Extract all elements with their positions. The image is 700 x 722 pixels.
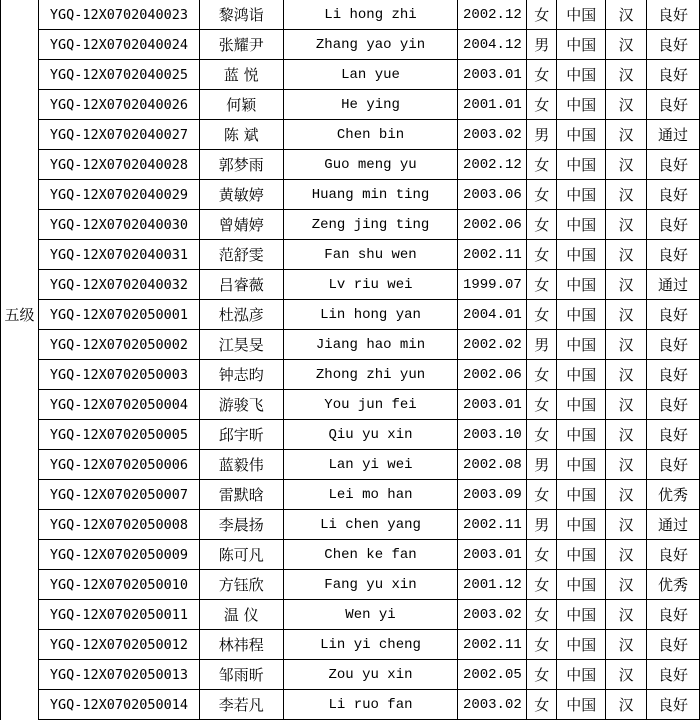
country-cell: 中国 [557, 60, 606, 90]
grade-cell [1, 270, 39, 300]
candidate-code-cell: YGQ-12X0702040029 [38, 180, 199, 210]
table-row [1, 240, 700, 270]
birth-date-cell: 2003.01 [458, 60, 527, 90]
birth-date-cell: 2003.01 [458, 390, 527, 420]
candidate-code-cell: YGQ-12X0702040023 [38, 0, 199, 30]
pinyin-name-cell: Li chen yang [283, 510, 458, 540]
pinyin-name-cell: Wen yi [283, 600, 458, 630]
ethnicity-cell: 汉 [606, 420, 647, 450]
pinyin-name-cell: Zhang yao yin [283, 30, 458, 60]
gender-cell: 女 [527, 270, 557, 300]
ethnicity-cell: 汉 [606, 150, 647, 180]
name-cell: 钟志昀 [199, 360, 283, 390]
birth-date-cell: 2003.02 [458, 690, 527, 720]
name-cell: 李晨扬 [199, 510, 283, 540]
candidate-code-cell: YGQ-12X0702050001 [38, 300, 199, 330]
candidate-code-cell: YGQ-12X0702040027 [38, 120, 199, 150]
result-cell: 良好 [647, 390, 700, 420]
candidate-code-cell: YGQ-12X0702040030 [38, 210, 199, 240]
table-row [1, 210, 700, 240]
name-cell: 方钰欣 [199, 570, 283, 600]
ethnicity-cell: 汉 [606, 240, 647, 270]
ethnicity-cell: 汉 [606, 330, 647, 360]
result-cell: 良好 [647, 660, 700, 690]
pinyin-name-cell: Lin yi cheng [283, 630, 458, 660]
candidate-code-cell: YGQ-12X0702040024 [38, 30, 199, 60]
ethnicity-cell: 汉 [606, 60, 647, 90]
pinyin-name-cell: Chen ke fan [283, 540, 458, 570]
result-cell: 良好 [647, 630, 700, 660]
result-cell: 良好 [647, 0, 700, 30]
ethnicity-cell: 汉 [606, 0, 647, 30]
name-cell: 邹雨昕 [199, 660, 283, 690]
birth-date-cell: 2002.05 [458, 660, 527, 690]
pinyin-name-cell: Jiang hao min [283, 330, 458, 360]
ethnicity-cell: 汉 [606, 660, 647, 690]
country-cell: 中国 [557, 300, 606, 330]
table-row [1, 510, 700, 540]
grade-cell [1, 30, 39, 60]
result-cell: 优秀 [647, 570, 700, 600]
country-cell: 中国 [557, 540, 606, 570]
name-cell: 范舒雯 [199, 240, 283, 270]
ethnicity-cell: 汉 [606, 360, 647, 390]
country-cell: 中国 [557, 360, 606, 390]
country-cell: 中国 [557, 390, 606, 420]
ethnicity-cell: 汉 [606, 630, 647, 660]
birth-date-cell: 2003.02 [458, 600, 527, 630]
name-cell: 黎鸿诣 [199, 0, 283, 30]
gender-cell: 女 [527, 360, 557, 390]
pinyin-name-cell: Guo meng yu [283, 150, 458, 180]
gender-cell: 男 [527, 30, 557, 60]
country-cell: 中国 [557, 630, 606, 660]
pinyin-name-cell: Huang min ting [283, 180, 458, 210]
candidate-code-cell: YGQ-12X0702050004 [38, 390, 199, 420]
country-cell: 中国 [557, 450, 606, 480]
gender-cell: 女 [527, 540, 557, 570]
name-cell: 陈可凡 [199, 540, 283, 570]
pinyin-name-cell: He ying [283, 90, 458, 120]
country-cell: 中国 [557, 0, 606, 30]
ethnicity-cell: 汉 [606, 450, 647, 480]
candidate-code-cell: YGQ-12X0702050014 [38, 690, 199, 720]
name-cell: 何颖 [199, 90, 283, 120]
country-cell: 中国 [557, 180, 606, 210]
candidate-code-cell: YGQ-12X0702050003 [38, 360, 199, 390]
pinyin-name-cell: Zeng jing ting [283, 210, 458, 240]
name-cell: 郭梦雨 [199, 150, 283, 180]
name-cell: 邱宇昕 [199, 420, 283, 450]
birth-date-cell: 2004.12 [458, 30, 527, 60]
gender-cell: 女 [527, 690, 557, 720]
candidate-code-cell: YGQ-12X0702040025 [38, 60, 199, 90]
grade-cell [1, 390, 39, 420]
candidate-code-cell: YGQ-12X0702050009 [38, 540, 199, 570]
gender-cell: 女 [527, 90, 557, 120]
ethnicity-cell: 汉 [606, 510, 647, 540]
gender-cell: 女 [527, 0, 557, 30]
birth-date-cell: 2002.11 [458, 510, 527, 540]
table-row [1, 690, 700, 720]
ethnicity-cell: 汉 [606, 210, 647, 240]
table-row [1, 30, 700, 60]
result-cell: 良好 [647, 30, 700, 60]
name-cell: 林祎程 [199, 630, 283, 660]
birth-date-cell: 2003.09 [458, 480, 527, 510]
gender-cell: 女 [527, 180, 557, 210]
table-row [1, 60, 700, 90]
candidate-code-cell: YGQ-12X0702040026 [38, 90, 199, 120]
gender-cell: 女 [527, 420, 557, 450]
country-cell: 中国 [557, 30, 606, 60]
candidate-code-cell: YGQ-12X0702040028 [38, 150, 199, 180]
pinyin-name-cell: You jun fei [283, 390, 458, 420]
result-cell: 良好 [647, 420, 700, 450]
gender-cell: 女 [527, 600, 557, 630]
country-cell: 中国 [557, 210, 606, 240]
gender-cell: 女 [527, 630, 557, 660]
birth-date-cell: 2002.12 [458, 150, 527, 180]
table-row [1, 630, 700, 660]
name-cell: 曾婧婷 [199, 210, 283, 240]
gender-cell: 女 [527, 480, 557, 510]
table-body [1, 0, 700, 720]
ethnicity-cell: 汉 [606, 690, 647, 720]
pinyin-name-cell: Zhong zhi yun [283, 360, 458, 390]
gender-cell: 男 [527, 510, 557, 540]
candidate-code-cell: YGQ-12X0702050008 [38, 510, 199, 540]
birth-date-cell: 1999.07 [458, 270, 527, 300]
table-row [1, 540, 700, 570]
name-cell: 蓝 悦 [199, 60, 283, 90]
pinyin-name-cell: Qiu yu xin [283, 420, 458, 450]
result-cell: 良好 [647, 180, 700, 210]
candidate-code-cell: YGQ-12X0702040032 [38, 270, 199, 300]
birth-date-cell: 2002.12 [458, 0, 527, 30]
result-cell: 良好 [647, 210, 700, 240]
table-row [1, 480, 700, 510]
name-cell: 蓝毅伟 [199, 450, 283, 480]
birth-date-cell: 2001.12 [458, 570, 527, 600]
name-cell: 杜泓彦 [199, 300, 283, 330]
country-cell: 中国 [557, 420, 606, 450]
grade-cell [1, 120, 39, 150]
ethnicity-cell: 汉 [606, 600, 647, 630]
gender-cell: 女 [527, 210, 557, 240]
country-cell: 中国 [557, 330, 606, 360]
pinyin-name-cell: Lin hong yan [283, 300, 458, 330]
result-cell: 良好 [647, 300, 700, 330]
candidate-code-cell: YGQ-12X0702040031 [38, 240, 199, 270]
grade-cell [1, 660, 39, 690]
pinyin-name-cell: Lv riu wei [283, 270, 458, 300]
result-cell: 良好 [647, 90, 700, 120]
name-cell: 温 仪 [199, 600, 283, 630]
country-cell: 中国 [557, 570, 606, 600]
result-cell: 良好 [647, 150, 700, 180]
result-cell: 良好 [647, 360, 700, 390]
name-cell: 李若凡 [199, 690, 283, 720]
grade-cell [1, 180, 39, 210]
birth-date-cell: 2002.06 [458, 360, 527, 390]
pinyin-name-cell: Lei mo han [283, 480, 458, 510]
table-row [1, 120, 700, 150]
pinyin-name-cell: Lan yi wei [283, 450, 458, 480]
birth-date-cell: 2002.08 [458, 450, 527, 480]
table-row [1, 180, 700, 210]
ethnicity-cell: 汉 [606, 30, 647, 60]
ethnicity-cell: 汉 [606, 120, 647, 150]
candidate-code-cell: YGQ-12X0702050012 [38, 630, 199, 660]
pinyin-name-cell: Chen bin [283, 120, 458, 150]
grade-cell [1, 240, 39, 270]
country-cell: 中国 [557, 660, 606, 690]
ethnicity-cell: 汉 [606, 570, 647, 600]
grade-cell [1, 90, 39, 120]
birth-date-cell: 2002.06 [458, 210, 527, 240]
name-cell: 黄敏婷 [199, 180, 283, 210]
result-cell: 良好 [647, 240, 700, 270]
gender-cell: 男 [527, 330, 557, 360]
name-cell: 游骏飞 [199, 390, 283, 420]
country-cell: 中国 [557, 600, 606, 630]
table-row [1, 360, 700, 390]
table-row [1, 570, 700, 600]
table-row [1, 600, 700, 630]
pinyin-name-cell: Fang yu xin [283, 570, 458, 600]
candidate-code-cell: YGQ-12X0702050010 [38, 570, 199, 600]
name-cell: 江昊旻 [199, 330, 283, 360]
pinyin-name-cell: Zou yu xin [283, 660, 458, 690]
birth-date-cell: 2003.01 [458, 540, 527, 570]
birth-date-cell: 2001.01 [458, 90, 527, 120]
grade-cell [1, 510, 39, 540]
grade-cell [1, 60, 39, 90]
gender-cell: 男 [527, 120, 557, 150]
candidate-code-cell: YGQ-12X0702050002 [38, 330, 199, 360]
grade-cell [1, 600, 39, 630]
gender-cell: 女 [527, 660, 557, 690]
grade-cell [1, 480, 39, 510]
country-cell: 中国 [557, 120, 606, 150]
birth-date-cell: 2002.11 [458, 630, 527, 660]
gender-cell: 女 [527, 150, 557, 180]
country-cell: 中国 [557, 690, 606, 720]
pinyin-name-cell: Fan shu wen [283, 240, 458, 270]
birth-date-cell: 2002.02 [458, 330, 527, 360]
country-cell: 中国 [557, 90, 606, 120]
grade-cell [1, 360, 39, 390]
gender-cell: 女 [527, 60, 557, 90]
table-row [1, 420, 700, 450]
table-row [1, 390, 700, 420]
grade-cell [1, 570, 39, 600]
pinyin-name-cell: Lan yue [283, 60, 458, 90]
grade-cell [1, 690, 39, 720]
grade-cell [1, 330, 39, 360]
grade-cell [1, 0, 39, 30]
result-cell: 良好 [647, 540, 700, 570]
result-cell: 通过 [647, 510, 700, 540]
result-cell: 通过 [647, 270, 700, 300]
gender-cell: 女 [527, 240, 557, 270]
grade-cell: 五级 [1, 300, 39, 330]
birth-date-cell: 2002.11 [458, 240, 527, 270]
country-cell: 中国 [557, 240, 606, 270]
country-cell: 中国 [557, 270, 606, 300]
grade-cell [1, 540, 39, 570]
pinyin-name-cell: Li hong zhi [283, 0, 458, 30]
candidate-code-cell: YGQ-12X0702050007 [38, 480, 199, 510]
name-cell: 张耀尹 [199, 30, 283, 60]
candidate-code-cell: YGQ-12X0702050011 [38, 600, 199, 630]
grade-cell [1, 420, 39, 450]
grade-cell [1, 630, 39, 660]
result-cell: 良好 [647, 60, 700, 90]
table-row [1, 300, 700, 330]
birth-date-cell: 2004.01 [458, 300, 527, 330]
gender-cell: 男 [527, 450, 557, 480]
name-cell: 陈 斌 [199, 120, 283, 150]
candidate-code-cell: YGQ-12X0702050005 [38, 420, 199, 450]
table-row [1, 330, 700, 360]
ethnicity-cell: 汉 [606, 180, 647, 210]
result-cell: 优秀 [647, 480, 700, 510]
table-row [1, 90, 700, 120]
result-cell: 良好 [647, 330, 700, 360]
ethnicity-cell: 汉 [606, 90, 647, 120]
candidate-code-cell: YGQ-12X0702050013 [38, 660, 199, 690]
candidate-code-cell: YGQ-12X0702050006 [38, 450, 199, 480]
table-row [1, 0, 700, 30]
ethnicity-cell: 汉 [606, 390, 647, 420]
gender-cell: 女 [527, 570, 557, 600]
result-cell: 良好 [647, 600, 700, 630]
name-cell: 吕睿薇 [199, 270, 283, 300]
result-cell: 良好 [647, 450, 700, 480]
grade-cell [1, 150, 39, 180]
gender-cell: 女 [527, 300, 557, 330]
table-row [1, 150, 700, 180]
ethnicity-cell: 汉 [606, 480, 647, 510]
table-row [1, 660, 700, 690]
ethnicity-cell: 汉 [606, 270, 647, 300]
table-row [1, 270, 700, 300]
country-cell: 中国 [557, 150, 606, 180]
grade-cell [1, 450, 39, 480]
result-cell: 通过 [647, 120, 700, 150]
name-cell: 雷默晗 [199, 480, 283, 510]
table-row [1, 450, 700, 480]
ethnicity-cell: 汉 [606, 300, 647, 330]
country-cell: 中国 [557, 510, 606, 540]
pinyin-name-cell: Li ruo fan [283, 690, 458, 720]
gender-cell: 女 [527, 390, 557, 420]
result-cell: 良好 [647, 690, 700, 720]
ethnicity-cell: 汉 [606, 540, 647, 570]
birth-date-cell: 2003.06 [458, 180, 527, 210]
birth-date-cell: 2003.02 [458, 120, 527, 150]
country-cell: 中国 [557, 480, 606, 510]
grade-cell [1, 210, 39, 240]
birth-date-cell: 2003.10 [458, 420, 527, 450]
